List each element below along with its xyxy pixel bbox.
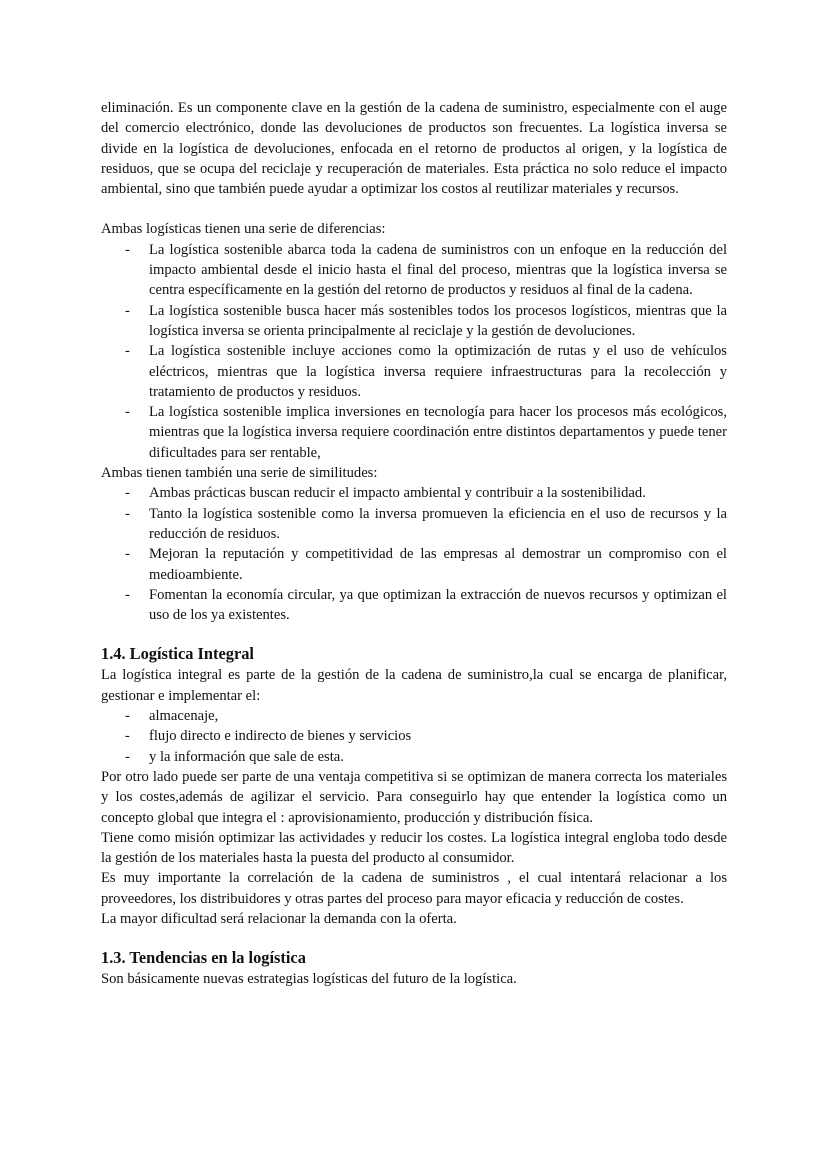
integral-paragraph: Por otro lado puede ser parte de una ventaja competitiva si se optimizan de manera correcta los materiales y los costes,además de agilizar el servicio. Para conseguirlo hay que entender la logística como un concepto global que integra el : aprovisionamiento, producción y distribución física.: [101, 768, 727, 826]
dash-marker: -: [125, 708, 130, 725]
list-item: - La logística sostenible abarca toda la cadena de suministros con un enfoque en la reducción del impacto ambiental desde el inicio hasta el final del proceso, mientras que la logística inversa se centra específicamente en la gestión del retorno de productos y residuos al final de la cadena.: [125, 241, 727, 299]
tendencias-intro: Son básicamente nuevas estrategias logísticas del futuro de la logística.: [101, 971, 517, 988]
list-item: - Fomentan la economía circular, ya que optimizan la extracción de nuevos recursos y optimizan el uso de los ya existentes.: [125, 586, 727, 624]
similarities-list: [101, 483, 727, 625]
dash-marker: -: [125, 302, 130, 319]
dash-marker: -: [125, 586, 130, 603]
section-gap: [101, 929, 727, 947]
list-item: - flujo directo e indirecto de bienes y servicios: [101, 726, 727, 746]
integral-paragraph: Tiene como misión optimizar las actividades y reducir los costes. La logística integral engloba todo desde la gestión de los materiales hasta la puesta del producto al consumidor.: [101, 829, 727, 867]
dash-marker: -: [125, 241, 130, 258]
dash-marker: -: [125, 343, 130, 360]
dash-marker: -: [125, 404, 130, 421]
list-item: - La logística sostenible incluye acciones como la optimización de rutas y el uso de vehículos eléctricos, mientras que la logística inversa requiere infraestructuras para la recolección y tratamiento de productos y residuos.: [125, 343, 727, 400]
integral-list: [101, 706, 727, 767]
list-item: - Ambas prácticas buscan reducir el impacto ambiental y contribuir a la sostenibilidad.: [101, 483, 727, 503]
list-item: - La logística sostenible busca hacer más sostenibles todos los procesos logísticos, mientras que la logística inversa se orienta principalmente al reciclaje y la gestión de devoluciones.: [125, 302, 727, 339]
dash-marker: -: [125, 748, 130, 765]
dash-marker: -: [125, 485, 130, 502]
integral-intro: La logística integral es parte de la gestión de la cadena de suministro,la cual se encarga de planificar, gestionar e implementar el:: [101, 667, 727, 704]
integral-paragraph: La mayor dificultad será relacionar la demanda con la oferta.: [101, 910, 457, 927]
list-item: - Mejoran la reputación y competitividad de las empresas al demostrar un compromiso con el medioambiente.: [125, 546, 727, 583]
section-gap: [101, 625, 727, 643]
differences-list: [101, 240, 727, 463]
list-item: - La logística sostenible implica inversiones en tecnología para hacer los procesos más ecológicos, mientras que la logística inversa requiere coordinación entre distintos departamentos y puede tener dificultades para ser rentable,: [125, 404, 727, 461]
intro-paragraph: eliminación. Es un componente clave en la gestión de la cadena de suministro, especialmente con el auge del comercio electrónico, donde las devoluciones de productos son frecuentes. La logística inversa se divide en la logística de devoluciones, enfocada en el retorno de productos al origen, y la logística de residuos, que se ocupa del reciclaje y recuperación de materiales. Esta práctica no solo reduce el impacto ambiental, sino que también puede ayudar a optimizar los costos al reutilizar materiales y recursos.: [101, 100, 727, 198]
paragraph-gap: [101, 199, 727, 219]
dash-marker: -: [125, 546, 130, 563]
dash-marker: -: [125, 505, 130, 522]
document-page: [101, 98, 727, 990]
section-heading-logistica-integral: 1.4. Logística Integral: [101, 644, 254, 664]
differences-intro: Ambas logísticas tienen una serie de diferencias:: [101, 221, 386, 238]
section-heading-tendencias: 1.3. Tendencias en la logística: [101, 948, 306, 968]
integral-paragraph: Es muy importante la correlación de la cadena de suministros , el cual intentará relacionar a los proveedores, los distribuidores y otras partes del proceso para mayor eficacia y reducción de costes.: [101, 870, 727, 907]
similarities-intro: Ambas tienen también una serie de similitudes:: [101, 465, 378, 482]
list-item: - y la información que sale de esta.: [101, 747, 727, 767]
dash-marker: -: [125, 728, 130, 745]
list-item: - almacenaje,: [101, 706, 727, 726]
list-item: - Tanto la logística sostenible como la inversa promueven la eficiencia en el uso de recursos y la reducción de residuos.: [125, 505, 727, 542]
